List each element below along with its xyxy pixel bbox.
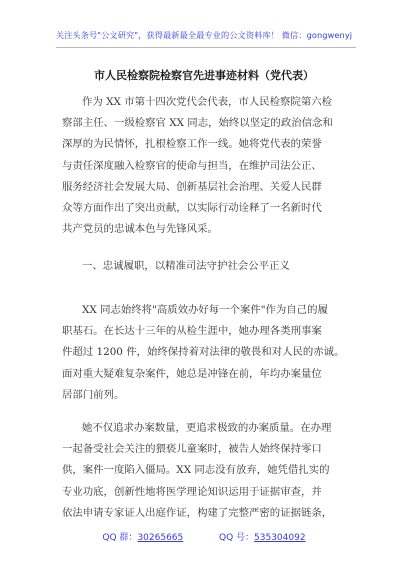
text-line: 她不仅追求办案数量，更追求极致的办案质量。在办理 bbox=[82, 422, 332, 434]
text-line: 居部门前列。 bbox=[62, 388, 125, 401]
header-divider bbox=[56, 47, 356, 48]
text-line: 与责任深度融入检察官的使命与担当，在维护司法公正、 bbox=[62, 159, 322, 172]
footer-qq-group-label: QQ 群： bbox=[102, 533, 138, 543]
text-line: 察部主任、一级检察官 XX 同志，始终以坚定的政治信念和 bbox=[62, 117, 333, 130]
document-title: 市人民检察院检察官先进事迹材料（党代表） bbox=[94, 69, 314, 82]
text-line: 职基石。在长达十三年的从检生涯中，她办理各类刑事案 bbox=[62, 325, 322, 338]
footer-contact bbox=[0, 530, 408, 543]
footer-qq-number[interactable]: 535304092 bbox=[254, 533, 306, 543]
section-heading-text: 一、忠诚履职，以精准司法守护社会公平正义 bbox=[82, 260, 290, 272]
text-line: 依法申请专家证人出庭作证，构建了完整严密的证据链条， bbox=[62, 506, 333, 519]
text-line: 服务经济社会发展大局、创新基层社会治理、关爱人民群 bbox=[62, 180, 322, 193]
footer-qq-number-label: QQ 号： bbox=[219, 533, 255, 543]
paragraph-case-quality bbox=[62, 300, 348, 406]
text-line: 一起备受社会关注的猥亵儿童案时，被告人始终保持零口 bbox=[62, 443, 322, 456]
text-line: 深厚的为民情怀，扎根检察工作一线。她将党代表的荣誉 bbox=[62, 138, 322, 151]
paragraph-intro bbox=[62, 92, 348, 240]
header-banner: 关注头条号"公文研究"，获得最新最全最专业的公文资料库！ 微信：gongwenyj bbox=[55, 30, 353, 40]
text-line: 共产党员的忠诚本色与先锋风采。 bbox=[62, 223, 218, 236]
section-heading bbox=[62, 256, 348, 277]
text-line: 众等方面作出了突出贡献，以实际行动诠释了一名新时代 bbox=[62, 202, 322, 215]
text-line: 专业功底，创新性地将医学理论知识运用于证据审查，并 bbox=[62, 485, 322, 498]
text-line: XX 同志始终将"高质效办好每一个案件"作为自己的履 bbox=[82, 304, 328, 316]
text-line: 件超过 1200 件，始终保持着对法律的敬畏和对人民的赤诚。 bbox=[62, 346, 345, 359]
footer-qq-group-number[interactable]: 30265665 bbox=[137, 533, 184, 543]
paragraph-case-example bbox=[62, 418, 348, 524]
text-line: 供，案件一度陷入僵局。XX 同志没有放弃，她凭借扎实的 bbox=[62, 464, 330, 477]
text-line: 面对重大疑难复杂案件，她总是冲锋在前，年均办案量位 bbox=[62, 367, 322, 380]
text-line: 作为 XX 市第十四次党代会代表，市人民检察院第六检 bbox=[82, 96, 332, 108]
